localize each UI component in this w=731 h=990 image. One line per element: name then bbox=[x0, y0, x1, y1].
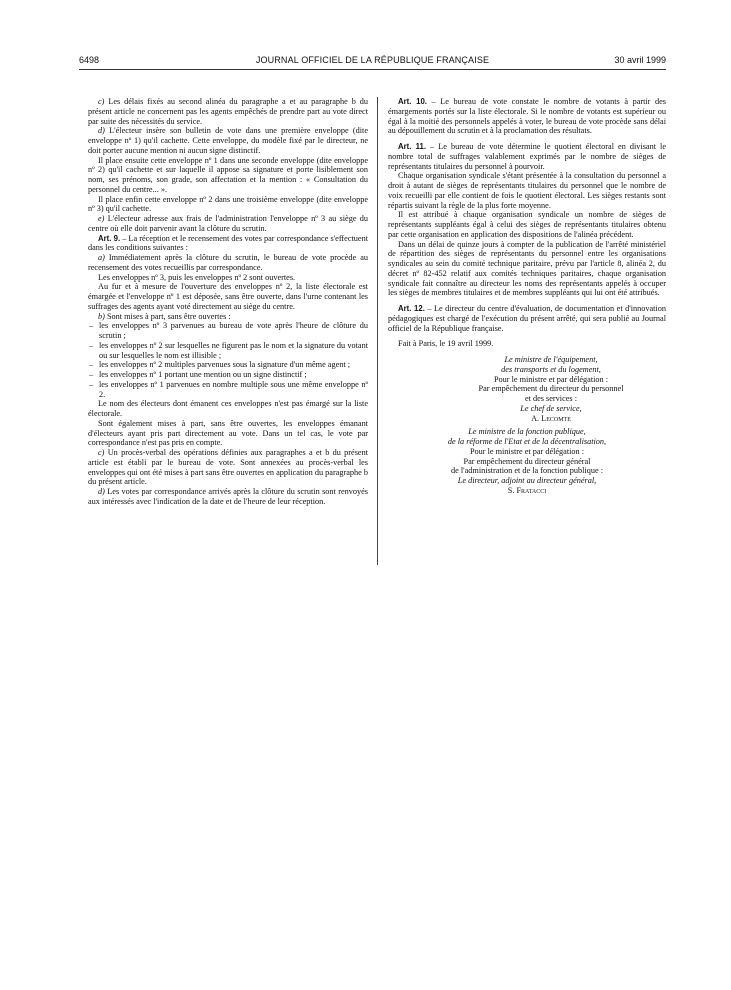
journal-title: JOURNAL OFFICIEL DE LA RÉPUBLIQUE FRANÇAISE bbox=[255, 55, 490, 65]
signatory-title: de la réforme de l'Etat et de la décentralisation, bbox=[447, 437, 607, 446]
page-number: 6498 bbox=[79, 55, 100, 65]
article-label: Art. 9. bbox=[98, 233, 121, 243]
delegation-line: et des services : bbox=[524, 394, 577, 403]
list-item: – les enveloppes nº 1 parvenues en nombre multiple sous une même enveloppe nº 2. bbox=[88, 380, 368, 400]
paragraph-a: a) Immédiatement après la clôture du scrutin, le bureau de vote procède au recensement des votes recueillis par correspondance. bbox=[88, 253, 369, 272]
paragraph: Dans un délai de quinze jours à compter de la publication de l'arrêté ministériel de répartition des sièges de représentants du personnel entre les organisations syndicales au sein du comité technique paritaire, prévu par l'article 8, alinéa 2, du décret nº 82-452 relatif aux comités techniques paritaires, chaque organisation syndicale fait connaître au directeur les noms des représentants appelés à occuper les sièges de membres titulaires et de membres suppléants qui lui ont été attribués. bbox=[388, 239, 666, 298]
delegation-line: Pour le ministre et par délégation : bbox=[493, 374, 609, 384]
signatory-name: A. Lecomte bbox=[531, 413, 571, 423]
paragraph-c: c) Les délais fixés au second alinéa du paragraphe a et au paragraphe b du présent article ne concernent pas les agents empêchés de prendre part au vote direct par suite des nécessités du service. bbox=[88, 97, 368, 126]
paragraph: Il place enfin cette enveloppe nº 2 dans une troisième enveloppe (dite enveloppe nº 3) qu'il cachette. bbox=[88, 194, 368, 214]
signatory-role: Le chef de service, bbox=[520, 403, 582, 413]
signatory-title: Le ministre de la fonction publique, bbox=[468, 427, 586, 437]
signature-block-civil-service bbox=[388, 427, 666, 495]
delegation-line: Par empêchement du directeur général bbox=[463, 456, 591, 466]
paragraph: Au fur et à mesure de l'ouverture des enveloppes nº 2, la liste électorale est émargée et l'enveloppe nº 1 est déposée, sans être ouverte, dans l'urne contenant les suffrages des agents ayant voté directement au siège du centre. bbox=[88, 282, 368, 311]
signatory-role: Le directeur, adjoint au directeur général, bbox=[457, 476, 597, 485]
delegation-line: Par empêchement du directeur du personnel bbox=[478, 384, 624, 394]
article-9: Art. 9. – La réception et le recensement des votes par correspondance s'effectuent dans les conditions suivantes : bbox=[88, 233, 368, 253]
paragraph-e: e) L'électeur adresse aux frais de l'administration l'enveloppe nº 3 au siège du centre où elle doit parvenir avant la clôture du scrutin. bbox=[88, 214, 369, 233]
list-item: – les enveloppes nº 2 sur lesquelles ne figurent pas le nom et la signature du votant ou sur lesquelles le nom est illisible ; bbox=[88, 341, 368, 361]
paragraph-d: d) Les votes par correspondance arrivés après la clôture du scrutin sont renvoyés aux intéressés avec l'indication de la date et de l'heure de leur réception. bbox=[88, 487, 369, 506]
article-label: Art. 11. bbox=[398, 142, 426, 151]
list-item: – les enveloppes nº 1 portant une mention ou un signe distinctif ; bbox=[88, 370, 368, 380]
column-divider bbox=[377, 97, 378, 565]
left-column bbox=[88, 97, 368, 507]
article-label: Art. 10. bbox=[398, 97, 427, 106]
page-header bbox=[79, 55, 666, 69]
article-label: Art. 12. bbox=[398, 304, 425, 313]
paragraph: Sont également mises à part, sans être ouvertes, les enveloppes émanant d'électeurs ayant pris part directement au vote. Dans un tel cas, le vote par correspondance n'est pas pris en compte. bbox=[88, 418, 368, 448]
signatory-title: des transports et du logement, bbox=[501, 364, 601, 374]
signatory-title: Le ministre de l'équipement, bbox=[504, 355, 598, 364]
delegation-line: de l'administration et de la fonction publique : bbox=[450, 466, 603, 476]
signature-block-equipment bbox=[388, 355, 666, 423]
paragraph: Les enveloppes nº 3, puis les enveloppes nº 2 sont ouvertes. bbox=[98, 272, 296, 282]
article-10: Art. 10. – Le bureau de vote constate le nombre de votants à partir des émargements portés sur la liste électorale. Si le nombre de votants est supérieur ou égal à la moitié des personnels appelés à voter, le bureau de vote procède sans délai au dépouillement du scrutin et à la proclamation des résultats. bbox=[388, 97, 667, 136]
paragraph: Chaque organisation syndicale s'étant présentée à la consultation du personnel a droit à autant de sièges de représentants titulaires du personnel que le nombre de voix recueilli par elle contient de fois le quotient électoral. Les sièges restants sont répartis suivant la règle de la plus forte moyenne. bbox=[388, 171, 666, 210]
header-rule bbox=[79, 69, 666, 70]
paragraph: Le nom des électeurs dont émanent ces enveloppes n'est pas émargé sur la liste électorale. bbox=[88, 399, 368, 418]
paragraph: Il place ensuite cette enveloppe nº 1 dans une seconde enveloppe (dite enveloppe nº 2) qu'il cachette et sur laquelle il appose sa signature et porte lisiblement son nom, ses prénoms, son grade, son affectation et la mention : « Consultation du personnel du centre... ». bbox=[88, 155, 368, 194]
delegation-line: Pour le ministre et par délégation : bbox=[469, 446, 585, 456]
signing-place-date: Fait à Paris, le 19 avril 1999. bbox=[398, 339, 494, 349]
paragraph: Il est attribué à chaque organisation syndicale un nombre de sièges de représentants suppléants égal à celui des sièges de représentants titulaires obtenu par cette organisation en application des dispositions de l'alinéa précédent. bbox=[388, 210, 666, 239]
issue-date: 30 avril 1999 bbox=[614, 55, 666, 65]
paragraph-d: d) L'électeur insère son bulletin de vote dans une première enveloppe (dite enveloppe nº 1) qu'il cachette. Cette enveloppe, du modèle fixé par le directeur, ne doit porter aucune mention ni aucun signe distinctif. bbox=[88, 126, 369, 155]
signatory-name: S. Fratacci bbox=[507, 485, 547, 495]
list-item: – les enveloppes nº 3 parvenues au bureau de vote après l'heure de clôture du scrutin ; bbox=[88, 321, 368, 341]
article-11: Art. 11. – Le bureau de vote détermine le quotient électoral en divisant le nombre total de suffrages valablement exprimés par le nombre de sièges de représentants titulaires du personnel à pourvoir. bbox=[388, 142, 666, 171]
right-column bbox=[388, 97, 666, 496]
article-12: Art. 12. – Le directeur du centre d'évaluation, de documentation et d'innovation pédagogiques est chargé de l'exécution du présent arrêté, qui sera publié au Journal officiel de la République française. bbox=[388, 304, 667, 333]
list-item: – les enveloppes nº 2 multiples parvenues sous la signature d'un même agent ; bbox=[88, 360, 368, 370]
paragraph-b: b) Sont mises à part, sans être ouvertes : bbox=[98, 311, 231, 321]
paragraph-c: c) Un procès-verbal des opérations définies aux paragraphes a et b du présent article est établi par le bureau de vote. Sont annexées au procès-verbal les enveloppes qui ont été mises à part sans être ouvertes en application du paragraphe b du présent article. bbox=[88, 448, 369, 487]
